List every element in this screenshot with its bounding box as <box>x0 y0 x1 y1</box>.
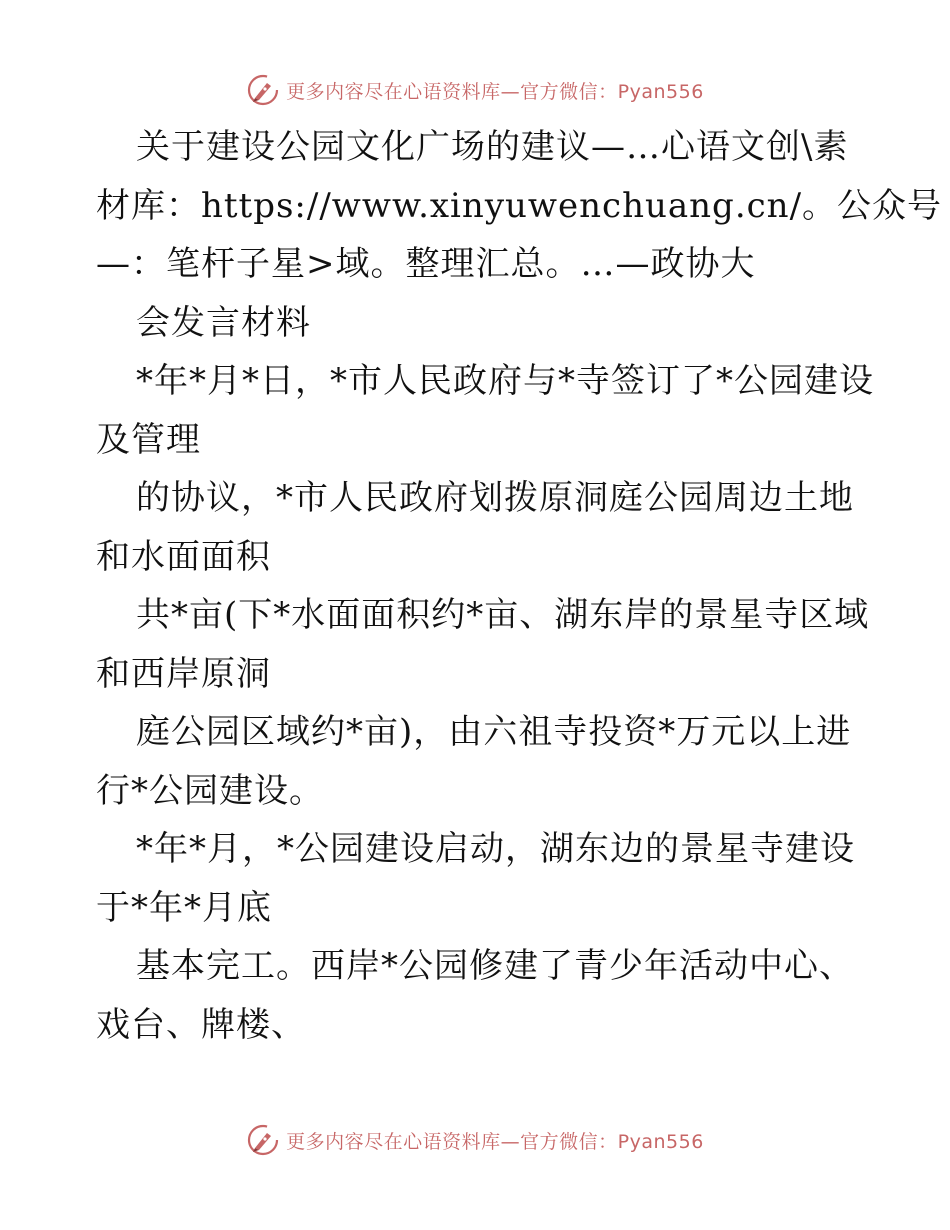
body-line: 的协议，*市人民政府划拨原洞庭公园周边土地 <box>136 478 854 518</box>
header-banner <box>0 70 950 110</box>
body-line: 戏台、牌楼、 <box>96 1004 306 1045</box>
body-line: 庭公园区域约*亩)，由六祖寺投资*万元以上进 <box>136 712 852 752</box>
body-line: *年*月，*公园建设启动，湖东边的景星寺建设 <box>136 829 855 869</box>
body-line: 和西岸原洞 <box>96 653 271 694</box>
body-line: 于*年*月底 <box>96 887 272 928</box>
body-line: *年*月*日，*市人民政府与*寺签订了*公园建设 <box>136 361 874 401</box>
header-banner-text: 更多内容尽在心语资料库—官方微信：Pyan556 <box>286 80 704 103</box>
body-line: 及管理 <box>96 419 201 460</box>
footer-banner <box>0 1120 950 1160</box>
footer-banner-text: 更多内容尽在心语资料库—官方微信：Pyan556 <box>286 1130 704 1153</box>
pen-nib-logo-icon <box>246 1123 280 1157</box>
body-line: 和水面面积 <box>96 536 271 577</box>
header-banner-inner <box>246 73 704 107</box>
body-line: —：笔杆子星>域。整理汇总。…—政协大 <box>96 244 756 284</box>
pen-nib-logo-icon <box>246 73 280 107</box>
footer-banner-inner <box>246 1123 704 1157</box>
body-line: 会发言材料 <box>136 302 311 343</box>
body-line: 基本完工。西岸*公园修建了青少年活动中心、 <box>136 946 854 986</box>
document-body <box>96 118 943 1054</box>
body-line: 行*公园建设。 <box>96 770 324 811</box>
body-line: 共*亩(下*水面面积约*亩、湖东岸的景星寺区域 <box>136 595 870 635</box>
body-line: 材库：https://www.xinyuwenchuang.cn/。公众号 <box>96 185 943 226</box>
body-line: 关于建设公园文化广场的建议—…心语文创\素 <box>136 127 849 167</box>
